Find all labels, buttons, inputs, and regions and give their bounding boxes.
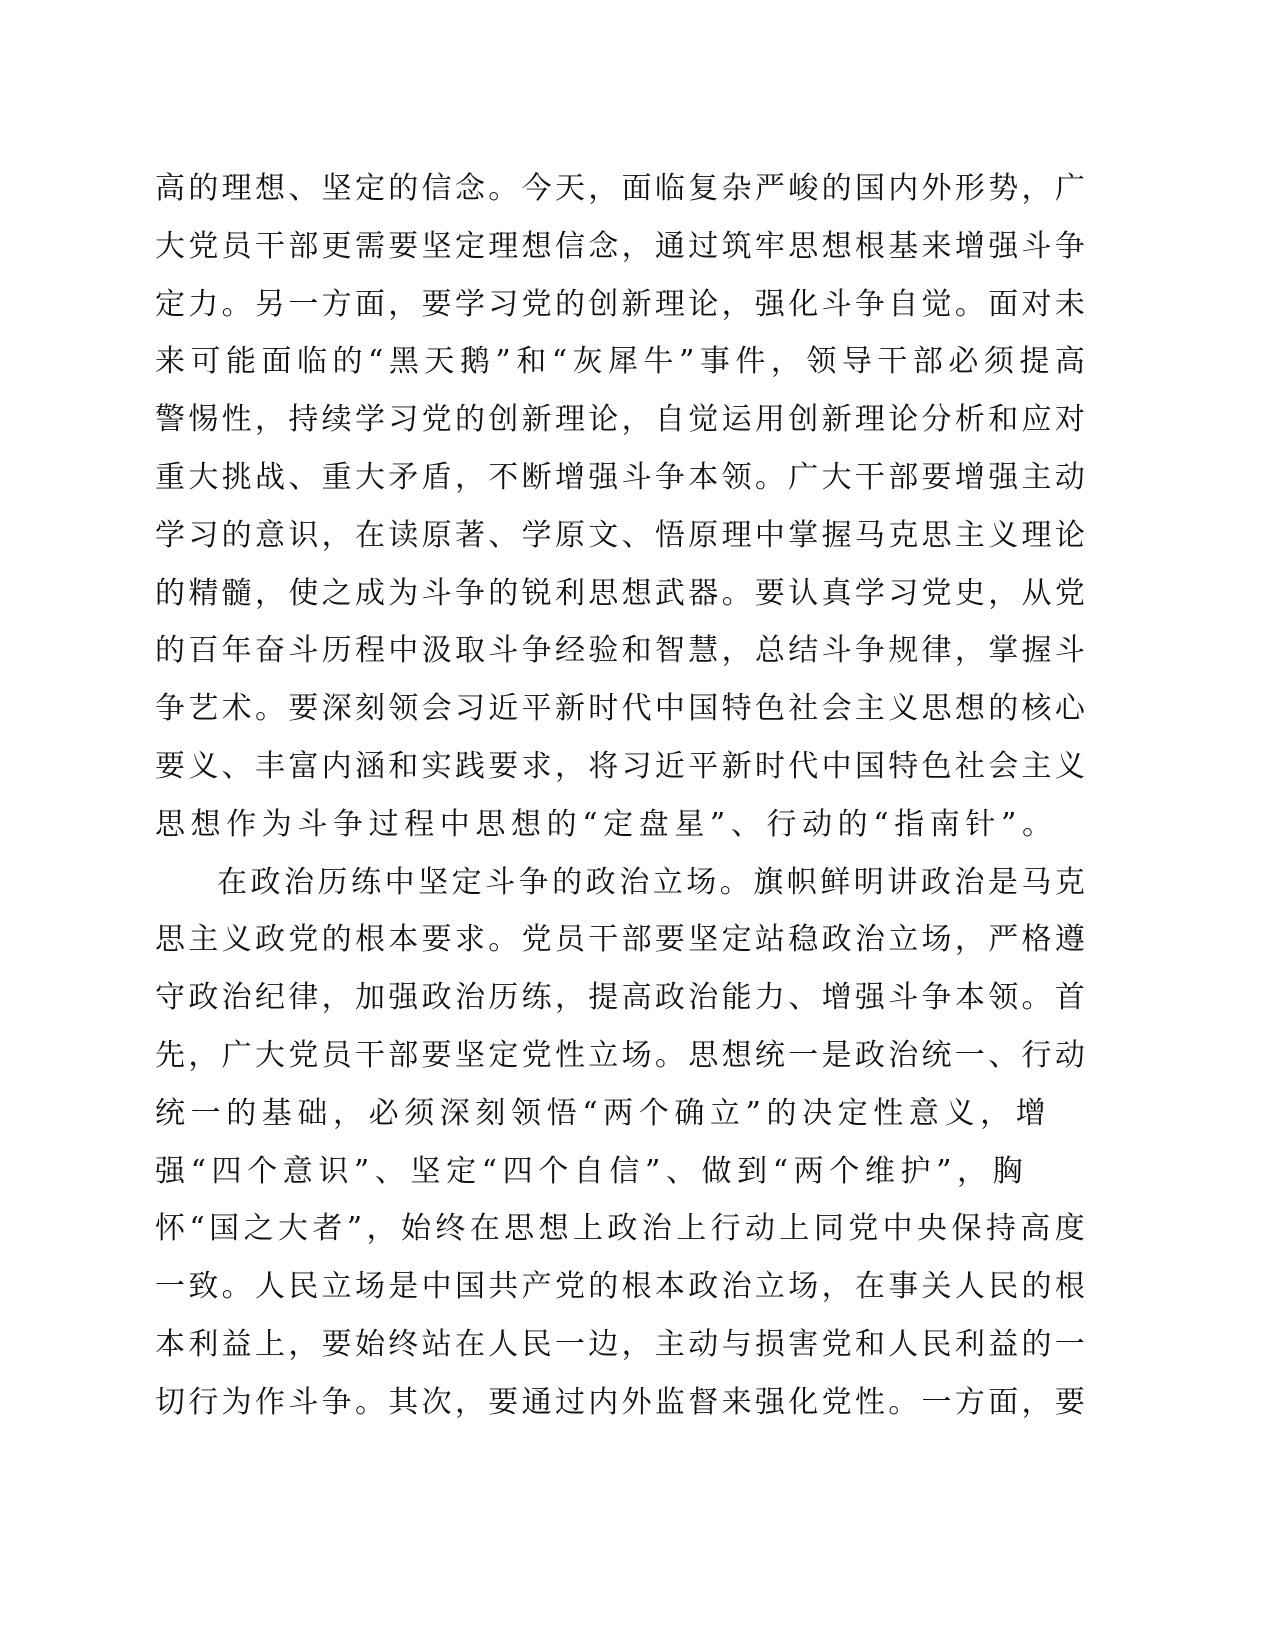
text-line: 争 艺 术 。 要 深 刻 领 会 习 近 平 新 时 代 中 国 特 色 社 会 主 义 思 想 的 核 心	[155, 691, 1085, 727]
text-line: 警 惕 性 ， 持 续 学 习 党 的 创 新 理 论 ， 自 觉 运 用 创 新 理 论 分 析 和 应 对	[155, 402, 1085, 438]
text-line: 的 精 髓 ， 使 之 成 为 斗 争 的 锐 利 思 想 武 器 。 要 认 真 学 习 党 史 ， 从 党	[155, 575, 1085, 611]
text-line: 来 可 能 面 临 的 “ 黑 天 鹅 ” 和 “ 灰 犀 牛 ” 事 件 ， 领 导 干 部 必 须 提 高	[155, 344, 1085, 380]
text-line: 本 利 益 上 ， 要 始 终 站 在 人 民 一 边 ， 主 动 与 损 害 党 和 人 民 利 益 的 一	[155, 1326, 1085, 1362]
text-line: 大 党 员 干 部 更 需 要 坚 定 理 想 信 念 ， 通 过 筑 牢 思 想 根 基 来 增 强 斗 争	[155, 228, 1085, 264]
text-line: 怀 “ 国 之 大 者 ” ， 始 终 在 思 想 上 政 治 上 行 动 上 同 党 中 央 保 持 高 度	[155, 1211, 1085, 1247]
body-text	[155, 160, 1085, 1432]
text-line: 重 大 挑 战 、 重 大 矛 盾 ， 不 断 增 强 斗 争 本 领 。 广 大 干 部 要 增 强 主 动	[155, 459, 1085, 495]
text-line: 先 ， 广 大 党 员 干 部 要 坚 定 党 性 立 场 。 思 想 统 一 是 政 治 统 一 、 行 动	[155, 1037, 1085, 1073]
text-line: 一 致 。 人 民 立 场 是 中 国 共 产 党 的 根 本 政 治 立 场 ， 在 事 关 人 民 的 根	[155, 1269, 1085, 1305]
text-line: 学 习 的 意 识 ， 在 读 原 著 、 学 原 文 、 悟 原 理 中 掌 握 马 克 思 主 义 理 论	[155, 517, 1085, 553]
text-line: 强“四个意识”、坚定“四个自信”、做到“两个维护”，胸	[155, 1153, 1029, 1189]
text-line: 定 力 。 另 一 方 面 ， 要 学 习 党 的 创 新 理 论 ， 强 化 斗 争 自 觉 。 面 对 未	[155, 286, 1085, 322]
paragraph-first-line: 在 政 治 历 练 中 坚 定 斗 争 的 政 治 立 场 。 旗 帜 鲜 明 讲 政 治 是 马 克	[217, 864, 1085, 900]
text-line: 统一的基础，必须深刻领悟“两个确立”的决定性意义，增	[155, 1095, 1052, 1131]
text-line: 守 政 治 纪 律 ， 加 强 政 治 历 练 ， 提 高 政 治 能 力 、 增 强 斗 争 本 领 。 首	[155, 980, 1085, 1016]
text-line: 切 行 为 作 斗 争 。 其 次 ， 要 通 过 内 外 监 督 来 强 化 党 性 。 一 方 面 ， 要	[155, 1384, 1085, 1420]
text-line: 高 的 理 想 、 坚 定 的 信 念 。 今 天 ， 面 临 复 杂 严 峻 的 国 内 外 形 势 ， 广	[155, 171, 1085, 206]
text-line: 的 百 年 奋 斗 历 程 中 汲 取 斗 争 经 验 和 智 慧 ， 总 结 斗 争 规 律 ， 掌 握 斗	[155, 633, 1085, 669]
text-line: 思 主 义 政 党 的 根 本 要 求 。 党 员 干 部 要 坚 定 站 稳 政 治 立 场 ， 严 格 遵	[155, 922, 1085, 958]
paragraph-end-line: 思想作为斗争过程中思想的“定盘星”、行动的“指南针”。	[155, 806, 1058, 842]
text-line: 要 义 、 丰 富 内 涵 和 实 践 要 求 ， 将 习 近 平 新 时 代 中 国 特 色 社 会 主 义	[155, 748, 1085, 784]
